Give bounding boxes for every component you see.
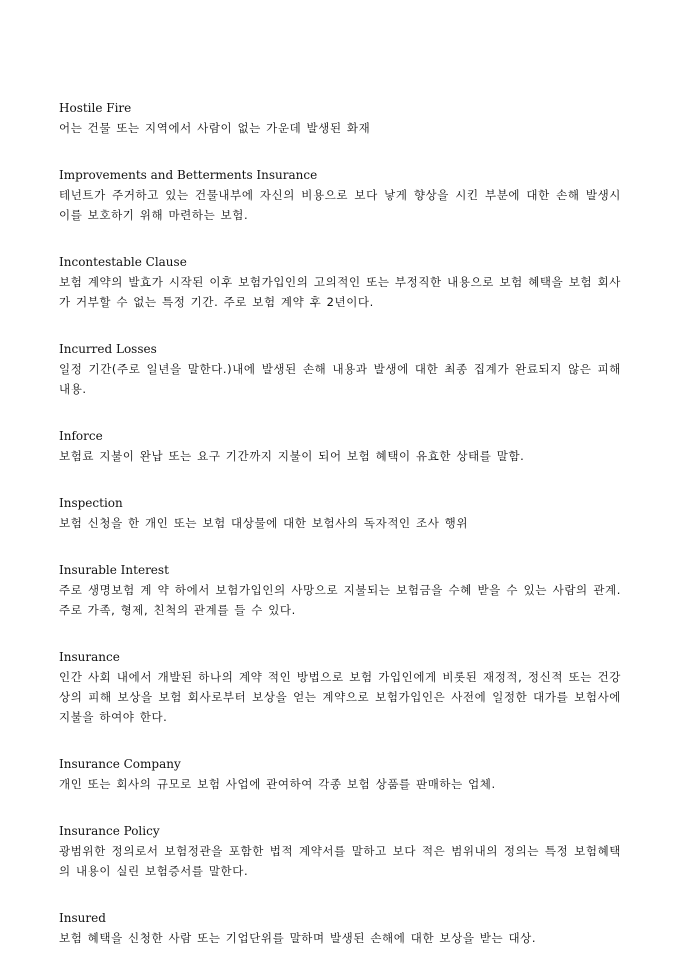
glossary-entry [59,493,621,533]
glossary-entry [59,821,621,881]
entry-term: Inspection [59,496,123,510]
entry-definition: 광범위한 정의로서 보험정관을 포함한 법적 계약서를 말하고 보다 적은 범위내의 정의는 특정 보험혜택의 내용이 실린 보험증서를 말한다. [59,844,621,878]
glossary-page [59,98,621,975]
entry-definition: 인간 사회 내에서 개발된 하나의 계약 적인 방법으로 보험 가입인에게 비롯된 재정적, 정신적 또는 건강상의 피해 보상을 보험 회사로부터 보상을 얻는 계약으로 보험가입인은 사전에 일정한 대가를 보험사에 지불을 하여야 한다. [59,670,621,724]
entry-term: Insurance [59,650,120,664]
entry-term: Hostile Fire [59,101,132,115]
glossary-entry [59,560,621,620]
glossary-entry [59,426,621,466]
entry-term: Insurance Company [59,757,181,771]
entry-definition: 어는 건물 또는 지역에서 사람이 없는 가운데 발생된 화재 [59,121,371,135]
entry-definition: 보험 계약의 발효가 시작된 이후 보험가입인의 고의적인 또는 부정직한 내용으로 보험 혜택을 보험 회사가 거부할 수 없는 특정 기간. 주로 보험 계약 후 2년이다. [59,275,621,309]
glossary-entry [59,647,621,727]
entry-term: Incurred Losses [59,342,157,356]
entry-definition: 개인 또는 회사의 규모로 보험 사업에 관여하여 각종 보험 상품를 판매하는 업체. [59,777,496,791]
entry-term: Insurable Interest [59,563,169,577]
entry-term: Insurance Policy [59,824,160,838]
glossary-entry [59,754,621,794]
entry-definition: 보험 신청을 한 개인 또는 보험 대상물에 대한 보험사의 독자적인 조사 행위 [59,516,469,530]
glossary-entry [59,908,621,948]
entry-definition: 일정 기간(주로 일년을 말한다.)내에 발생된 손해 내용과 발생에 대한 최종 집계가 완료되지 않은 피해 내용. [59,362,621,396]
glossary-entry [59,252,621,312]
entry-definition: 보험 혜택을 신청한 사람 또는 기업단위를 말하며 발생된 손해에 대한 보상을 받는 대상. [59,931,537,945]
entry-term: Insured [59,911,106,925]
entry-definition: 주로 생명보험 계 약 하에서 보험가입인의 사망으로 지불되는 보험금을 수혜 받을 수 있는 사람의 관계. 주로 가족, 형제, 친척의 관계를 들 수 있다. [59,583,621,617]
glossary-entry [59,339,621,399]
entry-term: Incontestable Clause [59,255,187,269]
entry-definition: 보험료 지불이 완납 또는 요구 기간까지 지불이 되어 보험 혜택이 유효한 상태를 말함. [59,449,525,463]
entry-definition: 테넌트가 주거하고 있는 건물내부에 자신의 비용으로 보다 낳게 향상을 시킨 부분에 대한 손해 발생시 이를 보호하기 위해 마련하는 보험. [59,188,621,222]
entry-term: Inforce [59,429,103,443]
entry-term: Improvements and Betterments Insurance [59,168,318,182]
glossary-entry [59,165,621,225]
glossary-entry [59,98,621,138]
